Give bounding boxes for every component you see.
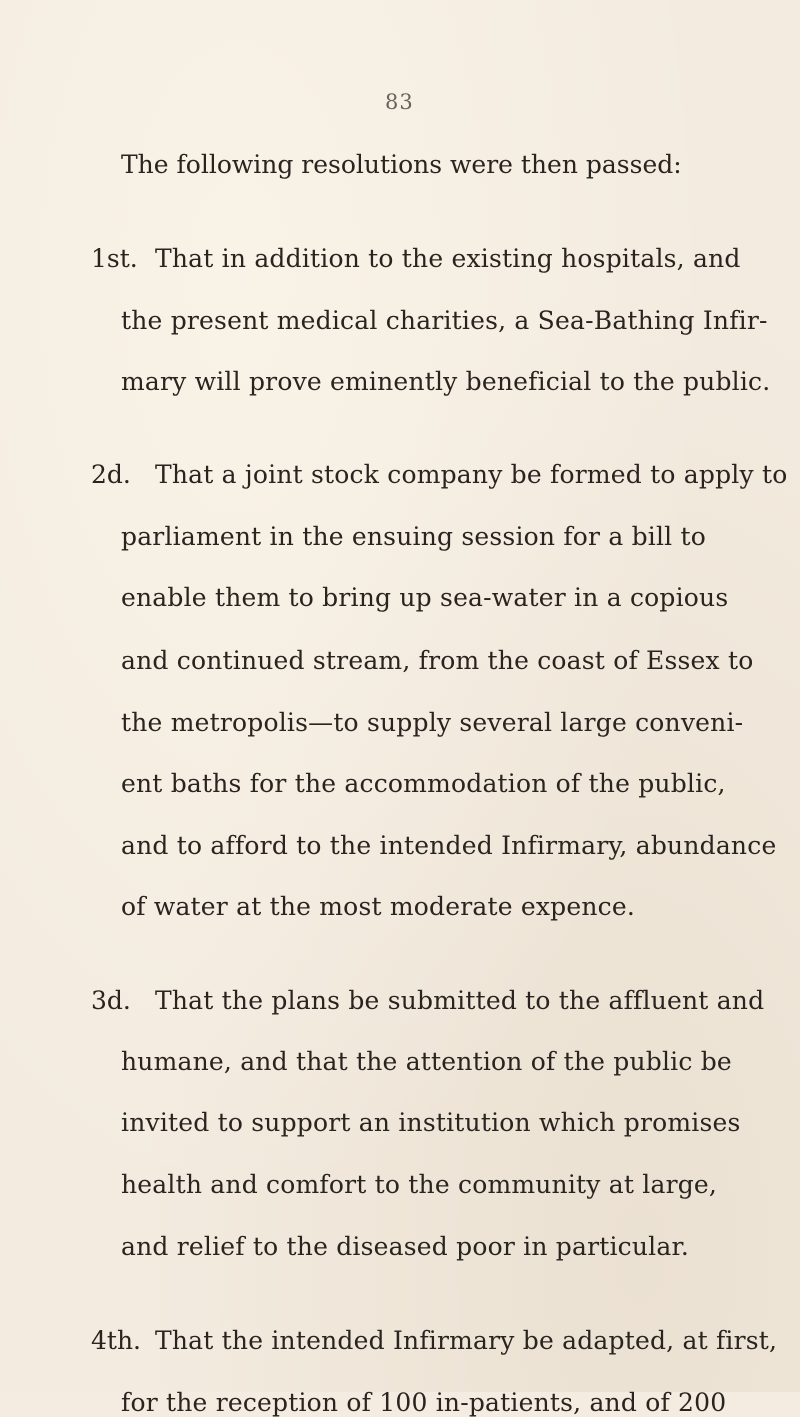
resolution-2-line-1: That a joint stock company be formed to apply to (155, 460, 788, 489)
resolution-1-line-1: That in addition to the existing hospitals, and (155, 244, 741, 273)
resolution-4-line-1: That the intended Infirmary be adapted, at first, (155, 1326, 778, 1355)
resolution-2-line-7: and to afford to the intended Infirmary, abundance (121, 831, 777, 860)
resolution-1-line-3: mary will prove eminently beneficial to the public. (121, 367, 771, 396)
resolution-2-line-8: of water at the most moderate expence. (121, 892, 635, 921)
resolution-4-number: 4th. (91, 1326, 141, 1355)
resolution-2-line-5: the metropolis—to supply several large conveni- (121, 708, 744, 737)
resolution-2-number: 2d. (91, 460, 131, 489)
resolution-3-number: 3d. (91, 986, 131, 1015)
resolution-2-line-3: enable them to bring up sea-water in a copious (121, 583, 729, 612)
resolution-2-line-4: and continued stream, from the coast of Essex to (121, 646, 754, 675)
resolution-3-line-2: humane, and that the attention of the public be (121, 1047, 732, 1076)
resolution-4-line-2: for the reception of 100 in-patients, and of 200 (121, 1388, 727, 1417)
resolution-2-line-2: parliament in the ensuing session for a bill to (121, 522, 707, 551)
intro-line: The following resolutions were then passed: (121, 150, 682, 179)
resolution-1-line-2: the present medical charities, a Sea-Bathing Infir- (121, 306, 768, 335)
resolution-1-number: 1st. (91, 244, 138, 273)
resolution-3-line-3: invited to support an institution which promises (121, 1108, 741, 1137)
resolution-3-line-1: That the plans be submitted to the affluent and (155, 986, 765, 1015)
resolution-3-line-5: and relief to the diseased poor in particular. (121, 1232, 690, 1261)
resolution-3-line-4: health and comfort to the community at large, (121, 1170, 718, 1199)
resolution-2-line-6: ent baths for the accommodation of the public, (121, 769, 726, 798)
page-number: 83 (385, 90, 414, 114)
